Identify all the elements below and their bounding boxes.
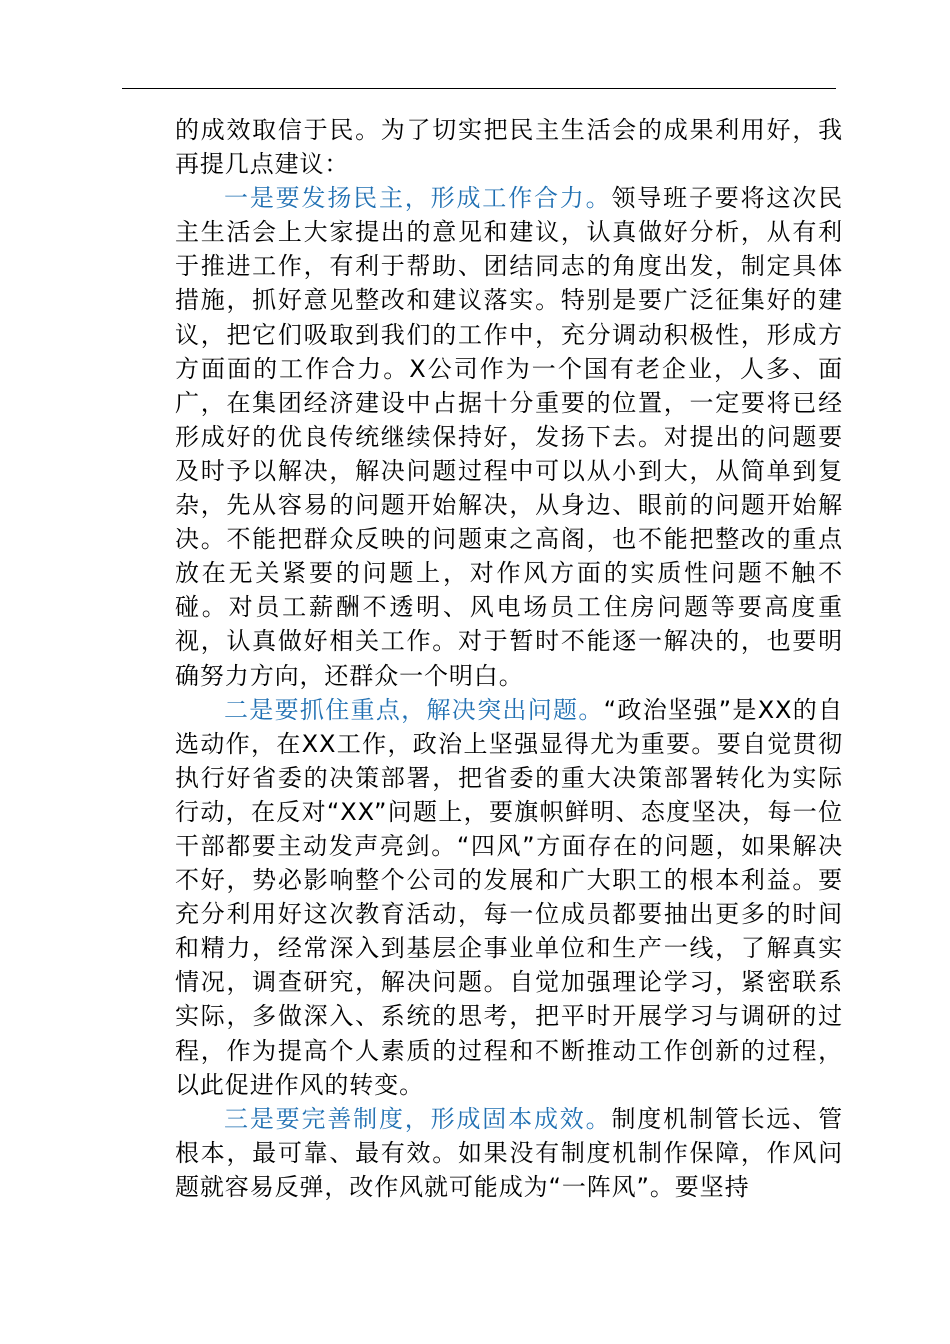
paragraph-suggestion-1 [175,181,843,692]
suggestion-1-text: 领导班子要将这次民主生活会上大家提出的意见和建议，认真做好分析，从有利于推进工作，有利于帮助、团结同志的角度出发，制定具体措施，抓好意见整改和建议落实。特别是要广泛征集好的建议，把它们吸取到我们的工作中，充分调动积极性，形成方方面面的工作合力。X公司作为一个国有老企业，人多、面广，在集团经济建设中占据十分重要的位置，一定要将已经形成好的优良传统继续保持好，发扬下去。对提出的问题要及时予以解决，解决问题过程中可以从小到大，从简单到复杂，先从容易的问题开始解决，从身边、眼前的问题开始解决。不能把群众反映的问题束之高阁，也不能把整改的重点放在无关紧要的问题上，对作风方面的实质性问题不触不碰。对员工薪酬不透明、风电场员工住房问题等要高度重视，认真做好相关工作。对于暂时不能逐一解决的，也要明确努力方向，还群众一个明白。 [175,184,843,690]
paragraph-intro [175,113,843,181]
header-rule [122,88,836,89]
suggestion-1-heading: 一是要发扬民主，形成工作合力。 [224,184,612,213]
paragraph-suggestion-2 [175,693,843,1102]
paragraph-suggestion-3 [175,1102,843,1204]
suggestion-2-text: “政治坚强”是XX的自选动作，在XX工作，政治上坚强显得尤为重要。要自觉贯彻执行好省委的决策部署，把省委的重大决策部署转化为实际行动，在反对“XX”问题上，要旗帜鲜明、态度坚决，每一位干部都要主动发声亮剑。“四风”方面存在的问题，如果解决不好，势必影响整个公司的发展和广大职工的根本利益。要充分利用好这次教育活动，每一位成员都要抽出更多的时间和精力，经常深入到基层企事业单位和生产一线，了解真实情况，调查研究，解决问题。自觉加强理论学习，紧密联系实际，多做深入、系统的思考，把平时开展学习与调研的过程，作为提高个人素质的过程和不断推动工作创新的过程，以此促进作风的转变。 [175,695,843,1099]
suggestion-2-heading: 二是要抓住重点，解决突出问题。 [224,695,604,724]
body-text [175,113,843,1204]
suggestion-3-heading: 三是要完善制度，形成固本成效。 [224,1104,612,1133]
suggestion-3-text: 制度机制管长远、管根本，最可靠、最有效。如果没有制度机制作保障，作风问题就容易反弹，改作风就可能成为“一阵风”。要坚持 [175,1104,843,1201]
paragraph-intro-text: 的成效取信于民。为了切实把民主生活会的成果利用好，我再提几点建议： [175,116,843,179]
